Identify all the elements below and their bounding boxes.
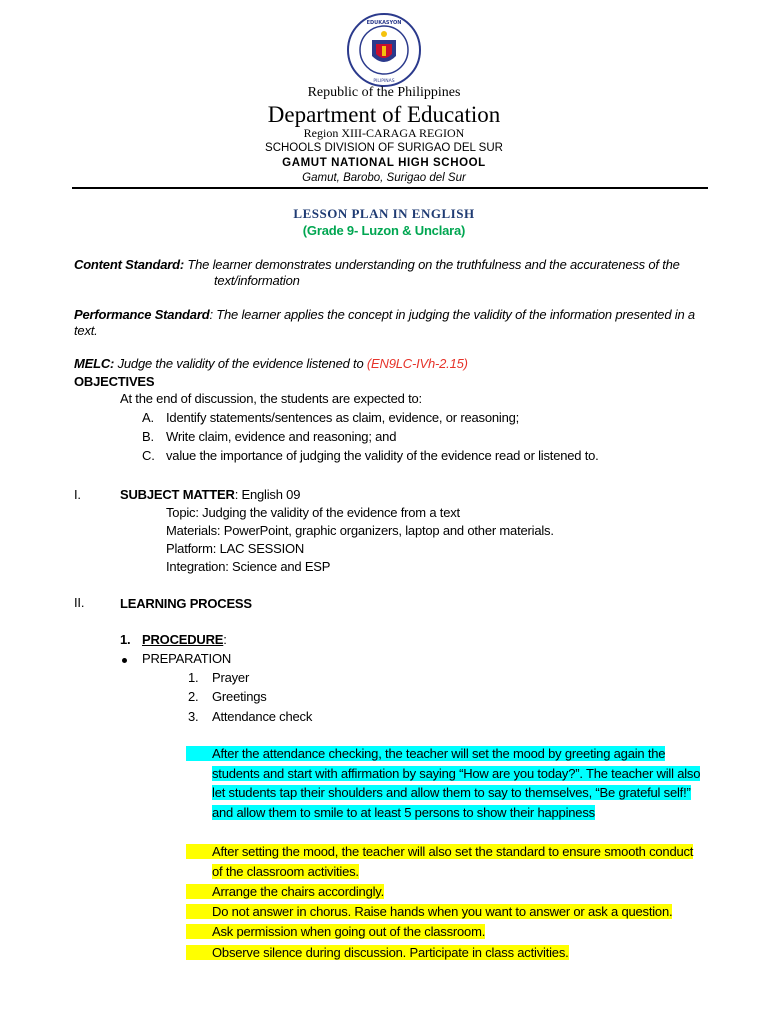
rule-item-2 — [186, 904, 672, 919]
division-line: SCHOOLS DIVISION OF SURIGAO DEL SUR — [265, 142, 503, 154]
performance-standard-label: Performance Standard — [74, 307, 210, 322]
performance-standard-text-cont: text. — [74, 323, 98, 338]
learning-process-numeral: II. — [74, 595, 85, 610]
subject-integration: Integration: Science and ESP — [166, 559, 331, 574]
rule-text-3: Ask permission when going out of the classroom. — [186, 924, 485, 939]
svg-text:PILIPINAS: PILIPINAS — [373, 79, 395, 84]
objective-marker-b: B. — [142, 429, 154, 444]
mood-line-4: and allow them to smile to at least 5 persons to show their happiness — [212, 804, 595, 820]
subject-matter-label: SUBJECT MATTER — [120, 487, 235, 502]
objective-marker-c: C. — [142, 448, 155, 463]
header-divider — [72, 187, 708, 189]
objective-text-a: Identify statements/sentences as claim, evidence, or reasoning; — [166, 410, 520, 425]
mood-line-2: students and start with affirmation by saying “How are you today?”. The teacher will also — [212, 765, 701, 781]
objectives-intro: At the end of discussion, the students are expected to: — [120, 391, 422, 406]
step-text-3: Attendance check — [212, 709, 313, 724]
subject-platform: Platform: LAC SESSION — [166, 541, 305, 556]
objective-text-c: value the importance of judging the validity of the evidence read or listened to. — [166, 448, 599, 463]
standard-line-1: After setting the mood, the teacher will also set the standard to ensure smooth conduct — [186, 844, 693, 859]
procedure-colon: : — [223, 632, 227, 647]
mood-line-1: After the attendance checking, the teacher will set the mood by greeting again the — [186, 746, 665, 761]
school-name: GAMUT NATIONAL HIGH SCHOOL — [282, 157, 486, 169]
melc — [74, 356, 468, 371]
performance-standard — [74, 307, 695, 322]
step-number-2: 2. — [188, 689, 199, 704]
step-text-2: Greetings — [212, 689, 267, 704]
standard-paragraph — [186, 844, 716, 884]
procedure-label: PROCEDURE — [142, 632, 224, 647]
content-standard-label: Content Standard: — [74, 257, 184, 272]
lesson-plan-title: LESSON PLAN IN ENGLISH — [293, 206, 475, 221]
subject-materials: Materials: PowerPoint, graphic organizers, laptop and other materials. — [166, 523, 554, 538]
rule-item-1 — [186, 884, 384, 899]
step-number-3: 3. — [188, 709, 199, 724]
rule-text-4: Observe silence during discussion. Participate in class activities. — [186, 945, 569, 960]
rule-item-3 — [186, 924, 485, 939]
objectives-heading: OBJECTIVES — [74, 374, 155, 389]
rule-text-2: Do not answer in chorus. Raise hands when you want to answer or ask a question. — [186, 904, 672, 919]
republic-line: Republic of the Philippines — [307, 85, 461, 100]
melc-text: Judge the validity of the evidence listened to — [114, 356, 367, 371]
mood-paragraph — [186, 746, 716, 824]
deped-seal-icon — [346, 12, 422, 88]
content-standard-text: The learner demonstrates understanding on the truthfulness and the accurateness of the — [183, 257, 680, 272]
step-number-1: 1. — [188, 670, 199, 685]
department-title: Department of Education — [267, 102, 501, 127]
step-text-1: Prayer — [212, 670, 250, 685]
objective-marker-a: A. — [142, 410, 154, 425]
svg-text:EDUKASYON: EDUKASYON — [366, 20, 402, 26]
melc-label: MELC: — [74, 356, 115, 371]
content-standard — [74, 257, 680, 272]
learning-process-label: LEARNING PROCESS — [120, 596, 252, 611]
region-line: Region XIII-CARAGA REGION — [303, 126, 465, 140]
subject-matter — [120, 487, 300, 502]
subject-matter-value: : English 09 — [234, 487, 301, 502]
preparation-label: PREPARATION — [142, 651, 232, 666]
subject-topic: Topic: Judging the validity of the evidence from a text — [166, 505, 460, 520]
lesson-plan-subtitle: (Grade 9- Luzon & Unclara) — [302, 223, 466, 238]
standard-line-2: of the classroom activities. — [212, 864, 359, 879]
rule-item-4 — [186, 945, 569, 960]
school-address: Gamut, Barobo, Surigao del Sur — [302, 172, 466, 184]
procedure-number: 1. — [120, 632, 131, 647]
preparation-bullet-icon — [122, 658, 127, 663]
performance-standard-text: : The learner applies the concept in judging the validity of the information presented in a — [209, 307, 695, 322]
procedure-heading — [142, 632, 227, 647]
subject-matter-numeral: I. — [74, 487, 81, 502]
objective-text-b: Write claim, evidence and reasoning; and — [166, 429, 397, 444]
melc-code: (EN9LC-IVh-2.15) — [366, 356, 468, 371]
rule-text-1: Arrange the chairs accordingly. — [186, 884, 384, 899]
content-standard-text-cont: text/information — [214, 273, 300, 288]
mood-line-3: let students tap their shoulders and allow them to say to themselves, “Be grateful self!” — [212, 785, 691, 800]
